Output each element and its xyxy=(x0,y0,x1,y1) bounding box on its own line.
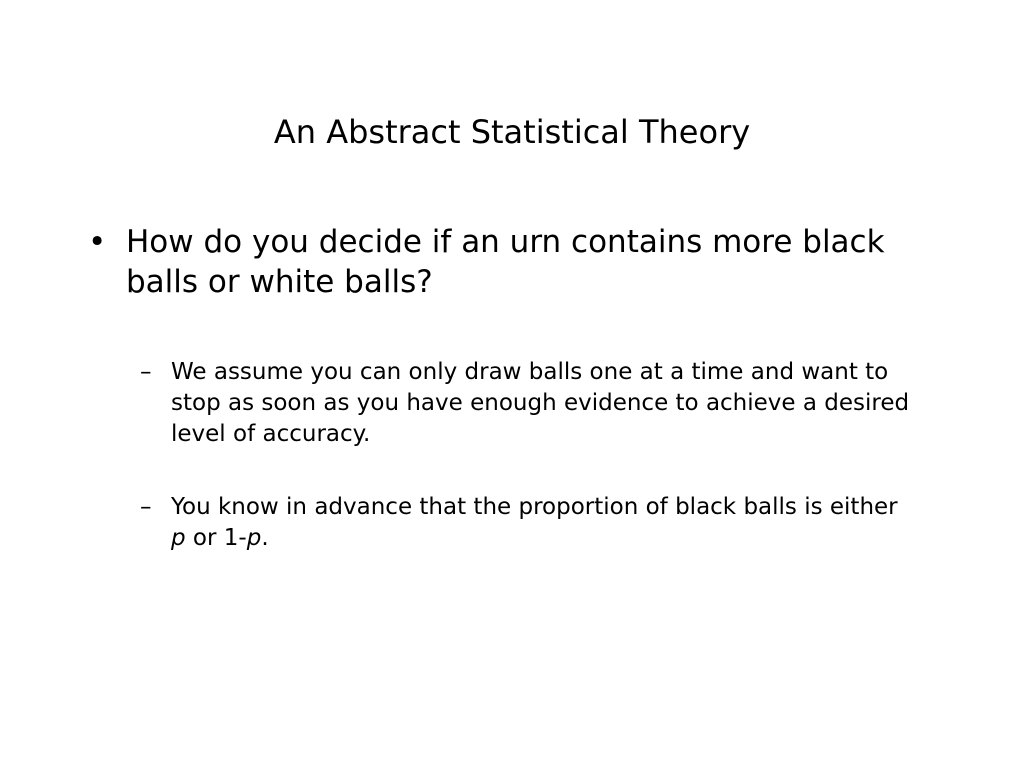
bullet-item xyxy=(88,222,888,302)
sub-bullet-text-part: or 1- xyxy=(185,525,247,551)
variable-p: p xyxy=(246,525,262,551)
slide-title: An Abstract Statistical Theory xyxy=(273,113,751,151)
sub-bullet-item xyxy=(140,357,910,450)
sub-bullet-text-part: You know in advance that the proportion of black balls is either xyxy=(171,494,898,520)
bullet-marker: • xyxy=(88,224,107,260)
sub-bullet-text-part: . xyxy=(261,525,269,551)
sub-bullet-marker: – xyxy=(140,359,152,385)
sub-bullet-item xyxy=(140,492,910,554)
sub-bullet-marker: – xyxy=(140,494,152,520)
variable-p: p xyxy=(171,525,186,551)
sub-bullet-text xyxy=(171,492,910,554)
bullet-text: How do you decide if an urn contains more black balls or white balls? xyxy=(126,224,885,300)
sub-bullet-text: We assume you can only draw balls one at a time and want to stop as soon as you have enough evidence to achieve a desired level of accuracy. xyxy=(171,359,910,447)
